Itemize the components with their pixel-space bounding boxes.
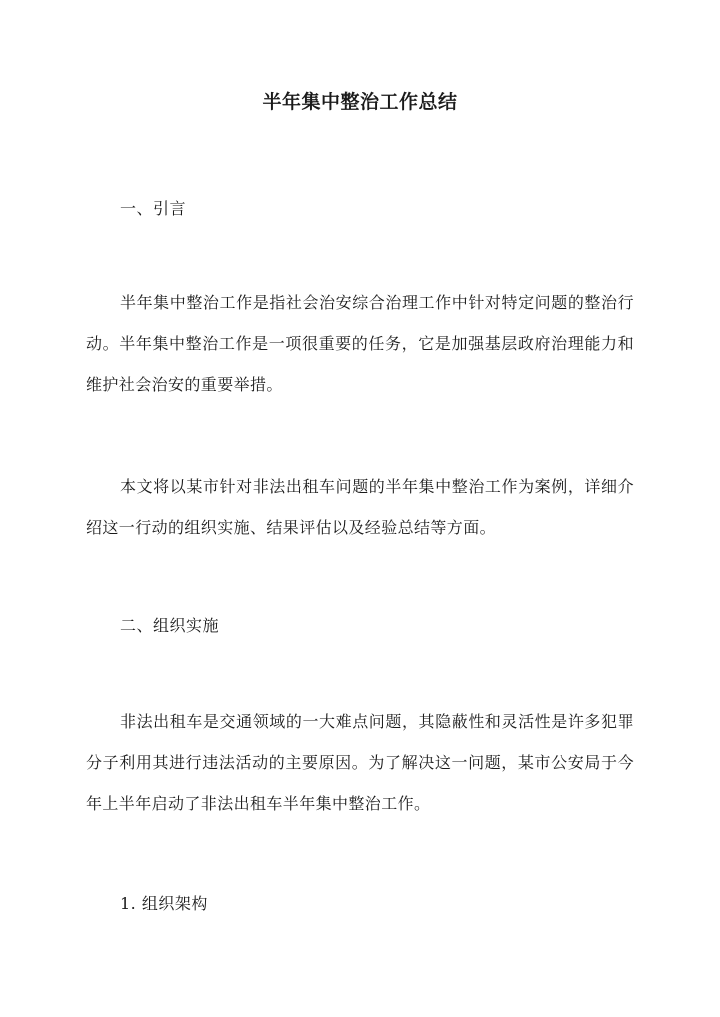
paragraph-introduction-scope: 本文将以某市针对非法出租车问题的半年集中整治工作为案例，详细介绍这一行动的组织实施、结果评估以及经验总结等方面。 (86, 477, 634, 537)
paragraph-organization-background: 非法出租车是交通领域的一大难点问题，其隐蔽性和灵活性是许多犯罪分子利用其进行违法活动的主要原因。为了解决这一问题，某市公安局于今年上半年启动了非法出租车半年集中整治工作。 (86, 712, 634, 813)
paragraph-introduction-definition: 半年集中整治工作是指社会治安综合治理工作中针对特定问题的整治行动。半年集中整治工作是一项很重要的任务，它是加强基层政府治理能力和维护社会治安的重要举措。 (86, 293, 634, 394)
section-heading-organization: 二、组织实施 (120, 616, 220, 635)
subsection-heading-structure: 1. 组织架构 (120, 894, 208, 913)
document-title: 半年集中整治工作总结 (262, 91, 458, 113)
section-heading-introduction: 一、引言 (120, 199, 187, 218)
